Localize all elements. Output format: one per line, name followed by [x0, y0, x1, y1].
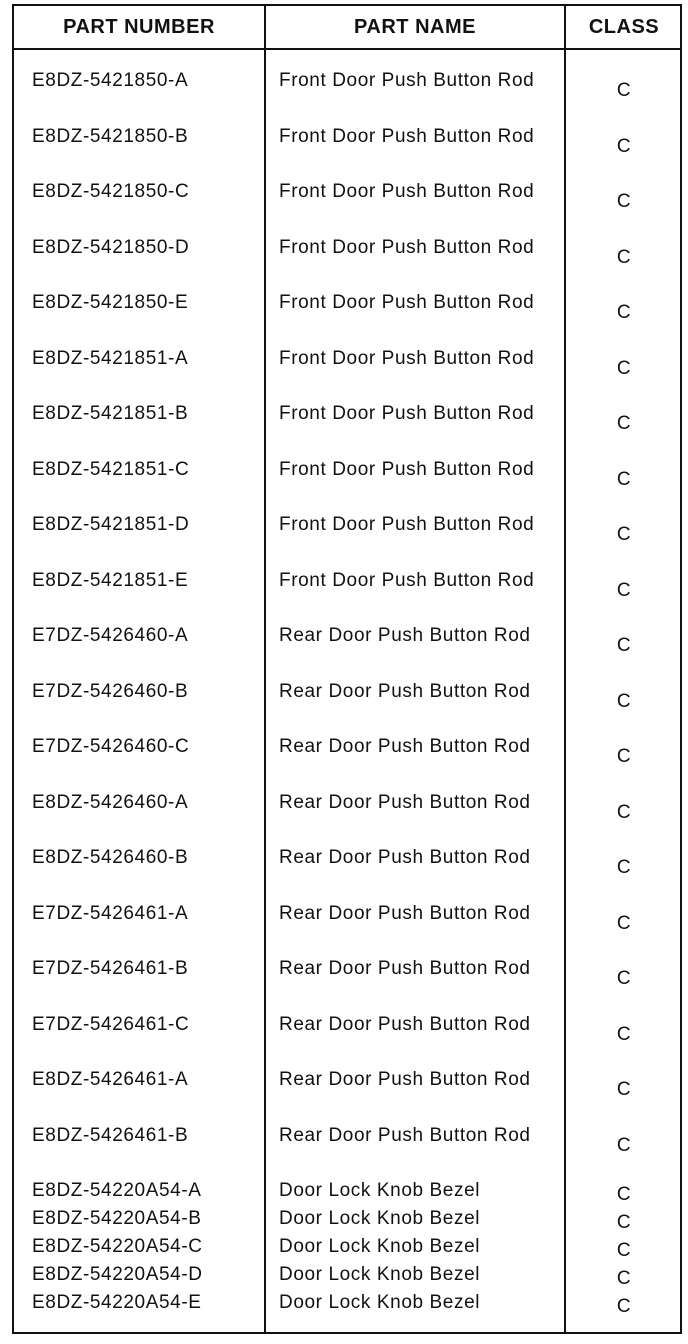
header-divider — [14, 48, 680, 50]
table-row — [14, 1067, 680, 1123]
table-row — [14, 568, 680, 624]
part-name-cell: Front Door Push Button Rod — [279, 403, 535, 424]
part-name-cell: Front Door Push Button Rod — [279, 569, 535, 591]
class-cell: C — [616, 1134, 632, 1156]
table-row — [14, 790, 680, 846]
part-name-cell: Rear Door Push Button Rod — [279, 1013, 531, 1035]
class-cell: C — [616, 579, 632, 601]
class-cell: C — [616, 246, 632, 268]
header-class: CLASS — [588, 15, 660, 38]
class-cell: C — [616, 1023, 632, 1045]
class-cell: C — [616, 635, 632, 656]
table-row — [14, 1123, 680, 1179]
part-number-cell: E7DZ-5426461-B — [32, 958, 189, 979]
table-row — [14, 512, 680, 568]
part-name-cell: Door Lock Knob Bezel — [279, 1292, 481, 1313]
class-cell: C — [616, 135, 632, 157]
table-row — [14, 401, 680, 457]
table-row — [14, 179, 680, 235]
part-number-cell: E7DZ-5426461-A — [32, 902, 189, 924]
class-cell: C — [616, 1079, 632, 1100]
part-number-cell: E8DZ-5421850-D — [32, 236, 190, 258]
table-row — [14, 346, 680, 402]
table-row — [14, 68, 680, 124]
table-body — [14, 68, 680, 1318]
part-number-cell: E7DZ-5426460-B — [32, 680, 189, 702]
part-name-cell: Door Lock Knob Bezel — [279, 1236, 481, 1257]
table-row — [14, 679, 680, 735]
part-number-cell: E8DZ-54220A54-D — [32, 1264, 203, 1285]
part-name-cell: Rear Door Push Button Rod — [279, 902, 531, 924]
part-number-cell: E8DZ-5421851-A — [32, 347, 189, 369]
part-number-cell: E8DZ-5421850-C — [32, 181, 190, 202]
table-row — [14, 1206, 680, 1234]
class-cell: C — [616, 1296, 632, 1317]
class-cell: C — [616, 1268, 632, 1289]
part-number-cell: E8DZ-54220A54-C — [32, 1236, 203, 1257]
class-cell: C — [616, 468, 632, 490]
part-name-cell: Door Lock Knob Bezel — [279, 1180, 481, 1201]
part-number-cell: E7DZ-5426461-C — [32, 1013, 190, 1035]
class-cell: C — [616, 191, 632, 212]
class-cell: C — [616, 80, 632, 101]
part-number-cell: E7DZ-5426460-C — [32, 736, 190, 757]
class-cell: C — [616, 413, 632, 434]
part-number-cell: E8DZ-54220A54-A — [32, 1180, 202, 1201]
part-number-cell: E8DZ-5421850-A — [32, 70, 189, 91]
part-number-cell: E8DZ-5421850-B — [32, 125, 189, 147]
part-number-cell: E8DZ-5421851-E — [32, 569, 189, 591]
part-name-cell: Front Door Push Button Rod — [279, 514, 535, 535]
part-name-cell: Door Lock Knob Bezel — [279, 1264, 481, 1285]
table-row — [14, 1290, 680, 1318]
part-name-cell: Rear Door Push Button Rod — [279, 1124, 531, 1146]
part-number-cell: E8DZ-5426460-A — [32, 791, 189, 813]
table-row — [14, 457, 680, 513]
part-number-cell: E8DZ-5421850-E — [32, 292, 189, 313]
class-cell: C — [616, 302, 632, 323]
class-cell: C — [616, 690, 632, 712]
class-cell: C — [616, 1240, 632, 1261]
table-row — [14, 1178, 680, 1206]
class-cell: C — [616, 857, 632, 878]
header-part-number: PART NUMBER — [63, 15, 215, 38]
table-row — [14, 623, 680, 679]
part-number-cell: E8DZ-5426461-A — [32, 1069, 189, 1090]
part-name-cell: Rear Door Push Button Rod — [279, 736, 531, 757]
part-name-cell: Rear Door Push Button Rod — [279, 680, 531, 702]
table-row — [14, 734, 680, 790]
part-name-cell: Rear Door Push Button Rod — [279, 791, 531, 813]
table-row — [14, 124, 680, 180]
part-name-cell: Front Door Push Button Rod — [279, 292, 535, 313]
parts-table — [12, 4, 682, 1334]
class-cell: C — [616, 968, 632, 989]
class-cell: C — [616, 1212, 632, 1233]
part-number-cell: E7DZ-5426460-A — [32, 625, 189, 646]
part-name-cell: Front Door Push Button Rod — [279, 125, 535, 147]
part-name-cell: Rear Door Push Button Rod — [279, 958, 531, 979]
table-row — [14, 235, 680, 291]
class-cell: C — [616, 801, 632, 823]
part-name-cell: Front Door Push Button Rod — [279, 70, 535, 91]
class-cell: C — [616, 746, 632, 767]
table-row — [14, 845, 680, 901]
part-number-cell: E8DZ-5426460-B — [32, 847, 189, 868]
class-cell: C — [616, 357, 632, 379]
table-row — [14, 290, 680, 346]
part-number-cell: E8DZ-54220A54-E — [32, 1292, 202, 1313]
part-number-cell: E8DZ-5421851-C — [32, 458, 190, 480]
part-number-cell: E8DZ-54220A54-B — [32, 1208, 202, 1229]
part-name-cell: Front Door Push Button Rod — [279, 347, 535, 369]
part-name-cell: Rear Door Push Button Rod — [279, 1069, 531, 1090]
part-number-cell: E8DZ-5421851-D — [32, 514, 190, 535]
header-part-name: PART NAME — [354, 15, 476, 38]
part-number-cell: E8DZ-5421851-B — [32, 403, 189, 424]
table-row — [14, 1234, 680, 1262]
class-cell: C — [616, 912, 632, 934]
part-number-cell: E8DZ-5426461-B — [32, 1124, 189, 1146]
table-row — [14, 901, 680, 957]
table-row — [14, 956, 680, 1012]
part-name-cell: Front Door Push Button Rod — [279, 181, 535, 202]
class-cell: C — [616, 1184, 632, 1205]
part-name-cell: Rear Door Push Button Rod — [279, 847, 531, 868]
part-name-cell: Rear Door Push Button Rod — [279, 625, 531, 646]
table-row — [14, 1262, 680, 1290]
table-row — [14, 1012, 680, 1068]
part-name-cell: Front Door Push Button Rod — [279, 236, 535, 258]
part-name-cell: Door Lock Knob Bezel — [279, 1208, 481, 1229]
part-name-cell: Front Door Push Button Rod — [279, 458, 535, 480]
class-cell: C — [616, 524, 632, 545]
